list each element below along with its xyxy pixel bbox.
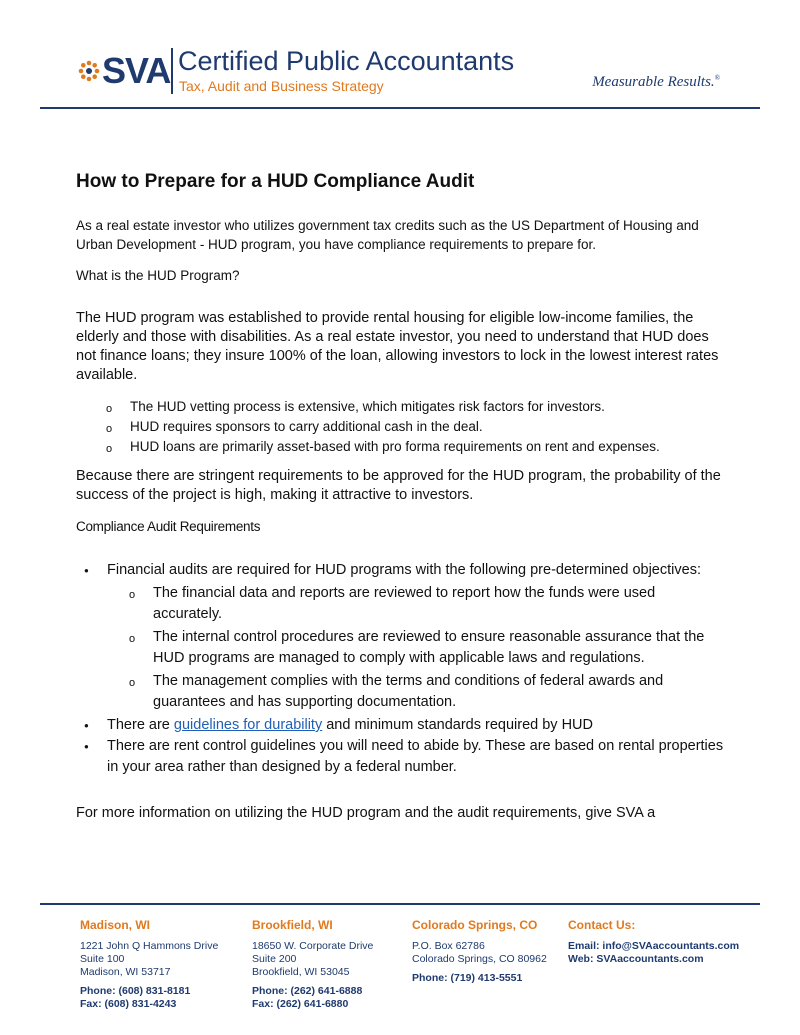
article xyxy=(76,170,728,823)
list-item xyxy=(84,715,728,736)
list-item: o The internal control procedures are reviewed to ensure reasonable assurance that the HUD programs are managed to comply with applicable laws and regulations. xyxy=(129,627,728,669)
office-brookfield xyxy=(252,918,373,1011)
guidelines-link[interactable]: guidelines for durability xyxy=(173,717,323,733)
slogan xyxy=(592,74,720,91)
office-phone: Phone: (608) 831-8181 xyxy=(80,985,191,997)
office-fax: Fax: (262) 641-6880 xyxy=(252,998,349,1010)
contact-us xyxy=(568,918,739,966)
requirements-list xyxy=(76,560,728,778)
letterhead xyxy=(78,44,728,104)
office-address-line: P.O. Box 62786 xyxy=(412,940,485,952)
firm-tagline: Tax, Audit and Business Strategy xyxy=(179,78,384,94)
requirement-text: and minimum standards required by HUD xyxy=(322,717,593,733)
office-city: Brookfield, WI xyxy=(252,918,333,932)
office-colorado xyxy=(412,918,547,985)
office-address-line: 18650 W. Corporate Drive xyxy=(252,940,374,952)
list-item: o The management complies with the terms and conditions of federal awards and guarantees and has supporting documentation. xyxy=(129,671,728,713)
list-item: o HUD requires sponsors to carry additional cash in the deal. xyxy=(106,417,728,437)
list-item: o HUD loans are primarily asset-based with pro forma requirements on rent and expenses. xyxy=(106,437,728,457)
requirements-paragraph: Because there are stringent requirements to be approved for the HUD program, the probability of the success of the project is high, making it attractive to investors. xyxy=(76,468,721,503)
contact-email[interactable]: Email: info@SVAaccountants.com xyxy=(568,940,740,952)
closing-paragraph: For more information on utilizing the HUD program and the audit requirements, give SVA a xyxy=(76,805,656,821)
office-madison xyxy=(80,918,218,1011)
sva-flower-logo-icon xyxy=(78,60,100,82)
logo-divider xyxy=(171,48,173,94)
article-title: How to Prepare for a HUD Compliance Audit xyxy=(76,171,475,192)
office-address-line: Madison, WI 53717 xyxy=(80,966,171,978)
office-fax: Fax: (608) 831-4243 xyxy=(80,998,177,1010)
list-item: o The HUD vetting process is extensive, which mitigates risk factors for investors. xyxy=(106,397,728,417)
firm-title: Certified Public Accountants xyxy=(178,46,515,76)
registered-mark: ® xyxy=(714,74,720,82)
office-address-line: 1221 John Q Hammons Drive xyxy=(80,940,219,952)
office-city: Madison, WI xyxy=(80,918,150,932)
office-address-line: Colorado Springs, CO 80962 xyxy=(412,953,547,965)
office-phone: Phone: (262) 641-6888 xyxy=(252,985,363,997)
section-subheading: Compliance Audit Requirements xyxy=(76,519,261,534)
intro-paragraph: As a real estate investor who utilizes government tax credits such as the US Department of Housing and Urban Development - HUD program, you have compliance requirements to prepare for. xyxy=(76,218,699,252)
office-address-line: Suite 200 xyxy=(252,953,297,965)
header-rule xyxy=(40,107,760,109)
objectives-list xyxy=(107,583,728,713)
slogan-text: Measurable Results. xyxy=(592,74,715,90)
list-item: o The financial data and reports are reviewed to report how the funds were used accurately. xyxy=(129,583,728,625)
list-item: ● There are rent control guidelines you will need to abide by. These are based on rental properties in your area rather than designed by a federal number. xyxy=(84,736,728,778)
hud-paragraph: The HUD program was established to provide rental housing for eligible low-income families, the elderly and those with disabilities. As a real estate investor, you need to understand that HUD does not finance loans; they insure 100% of the loan, allowing investors to lock in the lowest interest rates available. xyxy=(76,310,719,383)
contact-web[interactable]: Web: SVAaccountants.com xyxy=(568,953,704,965)
logo-text: SVA xyxy=(102,50,171,91)
requirement-text: Financial audits are required for HUD programs with the following pre-determined objectives: xyxy=(107,562,701,578)
hud-bullet-list xyxy=(76,397,728,457)
requirement-text: There are xyxy=(107,717,174,733)
question-heading: What is the HUD Program? xyxy=(76,268,240,283)
office-address-line: Suite 100 xyxy=(80,953,125,965)
office-city: Colorado Springs, CO xyxy=(412,918,538,932)
office-phone: Phone: (719) 413-5551 xyxy=(412,972,523,984)
footer-rule xyxy=(40,903,760,905)
contact-title: Contact Us: xyxy=(568,918,636,932)
office-address-line: Brookfield, WI 53045 xyxy=(252,966,350,978)
list-item xyxy=(84,560,728,713)
